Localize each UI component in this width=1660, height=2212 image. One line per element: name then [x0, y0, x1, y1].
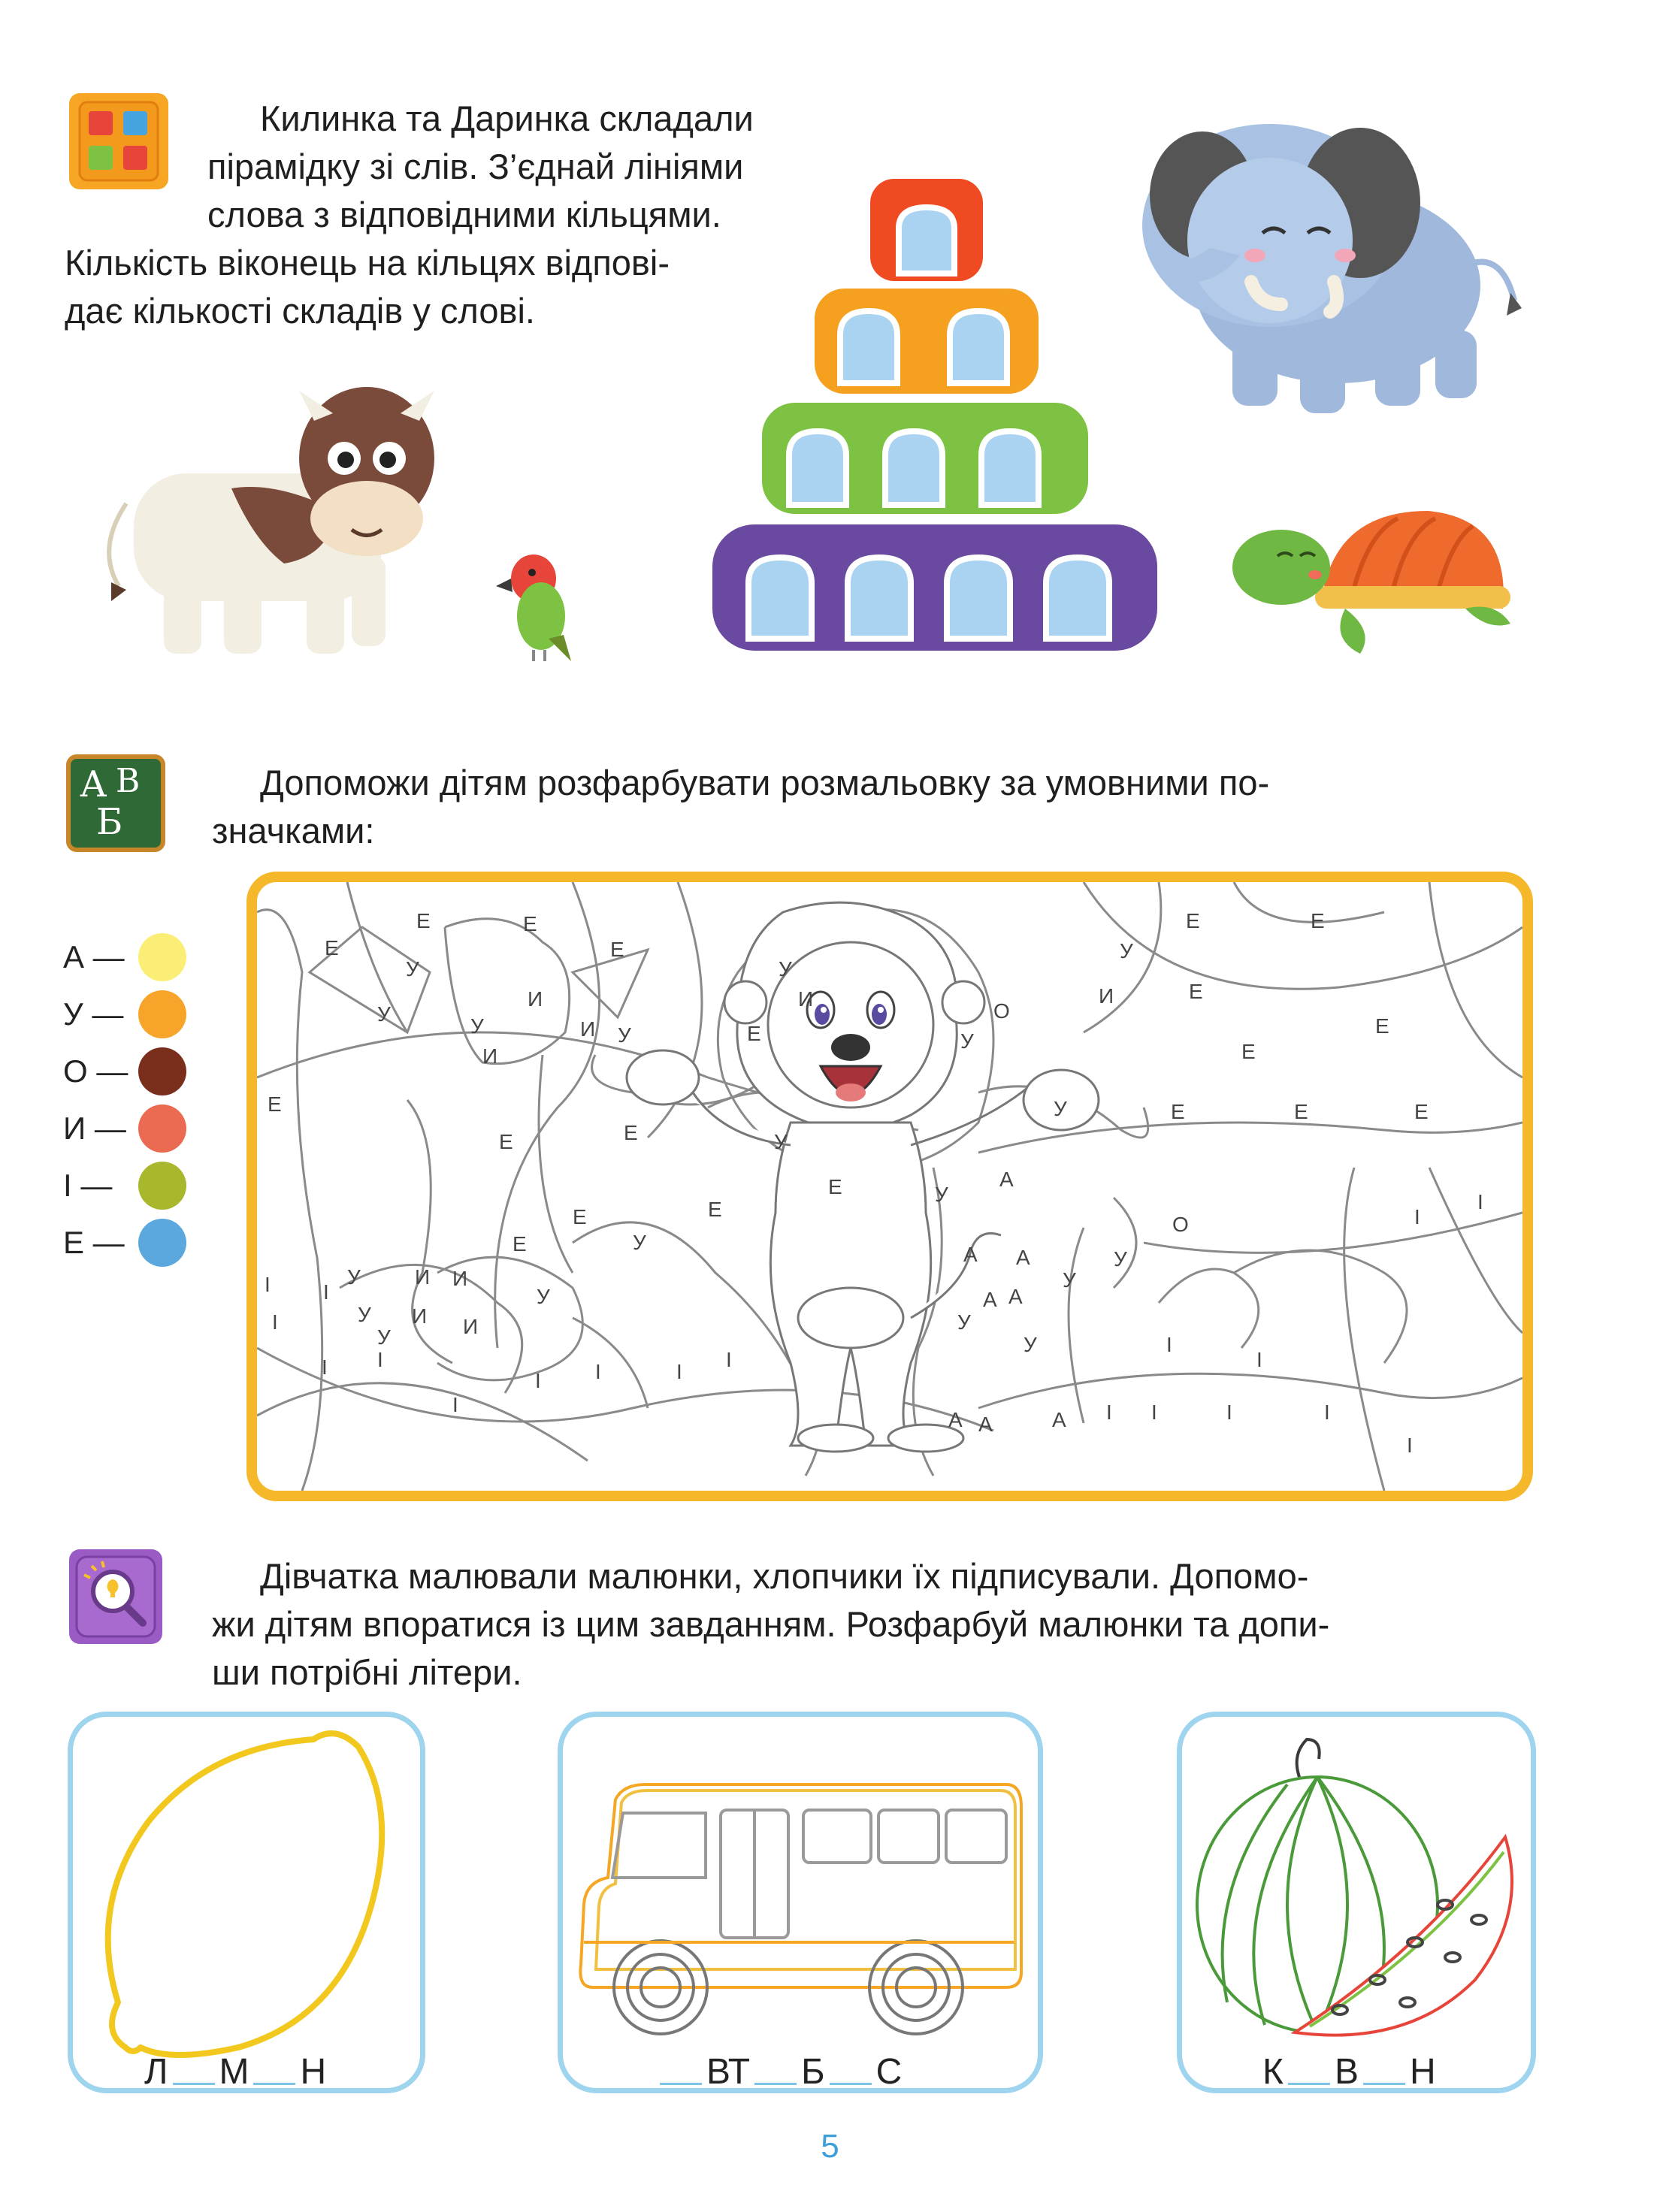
legend-dot: [138, 1104, 186, 1153]
ring-pyramid: [712, 161, 1171, 672]
coloring-letter: И: [482, 1044, 498, 1068]
coloring-letter: И: [415, 1265, 431, 1289]
coloring-letter: У: [779, 957, 792, 981]
word-part: М: [219, 2052, 249, 2092]
task2-text: [66, 759, 1528, 855]
legend-label: У —: [63, 996, 124, 1032]
icon-letter-a: А: [80, 763, 107, 805]
coloring-letter: І: [1151, 1401, 1157, 1424]
coloring-letter: И: [580, 1017, 596, 1041]
task1-line4: Кількість віконець на кільцях відпові-: [65, 243, 670, 283]
legend-row: [63, 933, 186, 981]
parrot-picture: [481, 526, 594, 669]
coloring-letter: У: [935, 1183, 948, 1206]
coloring-letter: У: [633, 1231, 646, 1254]
word-part: С: [875, 2052, 903, 2092]
coloring-letter: Е: [1241, 1040, 1256, 1063]
coloring-letter: Е: [610, 938, 624, 961]
legend-dot: [138, 1219, 186, 1267]
coloring-letter: И: [463, 1315, 479, 1338]
coloring-letter: А: [1052, 1408, 1066, 1431]
coloring-letter: А: [983, 1288, 997, 1311]
elephant-picture: [1120, 113, 1541, 428]
coloring-letter: І: [726, 1348, 732, 1371]
coloring-letter: У: [347, 1265, 361, 1289]
task1-line3: слова з відповідними кільцями.: [207, 195, 721, 234]
coloring-letter: И: [452, 1267, 468, 1290]
coloring-letter: И: [798, 987, 814, 1011]
ring-4: [712, 524, 1157, 651]
legend-row: [63, 1104, 186, 1153]
legend-label: І —: [63, 1168, 113, 1203]
coloring-letter: Е: [747, 1022, 761, 1045]
coloring-letter: І: [595, 1360, 601, 1383]
coloring-letter: Е: [573, 1205, 587, 1228]
legend-label: О —: [63, 1053, 129, 1089]
coloring-letter: Е: [828, 1175, 842, 1198]
coloring-letter: У: [774, 1130, 788, 1153]
word-part: Б: [801, 2052, 825, 2092]
coloring-letter: І: [1226, 1401, 1232, 1424]
coloring-letter: Е: [624, 1121, 638, 1144]
coloring-letter: І: [452, 1393, 458, 1416]
letter-blank[interactable]: [830, 2080, 872, 2085]
coloring-letter: У: [618, 1023, 631, 1047]
coloring-letter: А: [963, 1243, 978, 1266]
watermelon-card: [1177, 1712, 1536, 2093]
coloring-letter: У: [957, 1310, 971, 1334]
lemon-picture: [73, 1717, 420, 2088]
letter-blank[interactable]: [1288, 2080, 1330, 2085]
legend-row: [63, 990, 186, 1038]
coloring-letter: І: [1414, 1205, 1420, 1228]
coloring-letter: У: [537, 1285, 550, 1308]
task2-line2: значками:: [212, 811, 375, 851]
task3-text: [66, 1552, 1528, 1697]
turtle-picture: [1225, 496, 1525, 676]
task1-line2: пірамідку зі слів. З’єднай лініями: [207, 147, 744, 186]
word-part: ВТ: [706, 2052, 751, 2092]
coloring-letter: У: [358, 1303, 371, 1326]
legend-label: И —: [63, 1111, 126, 1146]
coloring-letter: У: [1120, 939, 1133, 962]
watermelon-picture: [1182, 1717, 1531, 2088]
coloring-letter: Е: [325, 936, 339, 959]
legend-dot: [138, 933, 186, 981]
bus-card: [558, 1712, 1043, 2093]
word-bus: [655, 2051, 902, 2093]
legend-label: А —: [63, 939, 125, 975]
coloring-letter: У: [1054, 1097, 1067, 1120]
coloring-letter: О: [993, 999, 1010, 1023]
coloring-letter: А: [999, 1168, 1014, 1191]
coloring-letter: Е: [268, 1092, 282, 1116]
letter-blank[interactable]: [253, 2080, 295, 2085]
legend-dot: [138, 990, 186, 1038]
coloring-letter: І: [676, 1360, 682, 1383]
page-number: 5: [821, 2128, 839, 2165]
task3-line2: жи дітям впоратися із цим завданням. Розфарбуй малюнки та допи-: [212, 1604, 1330, 1644]
icon-letter-b: Б: [96, 801, 123, 843]
word-watermelon: [1262, 2051, 1436, 2093]
ring-2: [815, 289, 1039, 394]
coloring-letter: Е: [1414, 1100, 1429, 1123]
word-part: В: [1334, 2052, 1359, 2092]
legend-label: Е —: [63, 1225, 125, 1260]
coloring-letter: У: [1024, 1333, 1037, 1356]
word-part: Н: [300, 2052, 327, 2092]
coloring-letter: Е: [499, 1130, 513, 1153]
coloring-frame: [246, 872, 1533, 1501]
coloring-letter: И: [412, 1304, 428, 1328]
legend-dot: [138, 1047, 186, 1095]
word-part: К: [1262, 2052, 1284, 2092]
coloring-letter: І: [272, 1310, 278, 1334]
letter-blank[interactable]: [173, 2080, 215, 2085]
ring-3: [762, 403, 1088, 514]
coloring-letter: У: [377, 1325, 391, 1349]
task1-line5: дає кількості складів у слові.: [65, 291, 535, 331]
task2-line1: Допоможи дітям розфарбувати розмальовку за умовними по-: [260, 763, 1270, 802]
coloring-letter: Е: [1171, 1100, 1185, 1123]
coloring-letter: А: [1016, 1246, 1030, 1269]
coloring-letter: У: [377, 1002, 391, 1026]
coloring-letter: І: [377, 1348, 383, 1371]
lemon-card: [68, 1712, 425, 2093]
coloring-letter: І: [1477, 1190, 1483, 1213]
icon-letter-v: В: [116, 762, 141, 800]
coloring-letter: У: [406, 957, 419, 981]
coloring-letter: Е: [513, 1232, 527, 1256]
coloring-letter: У: [960, 1029, 974, 1053]
coloring-letter: І: [535, 1369, 541, 1392]
coloring-letter: І: [1106, 1401, 1112, 1424]
ring-1: [870, 179, 983, 281]
coloring-letter: Е: [1186, 909, 1200, 932]
coloring-letter: І: [322, 1355, 328, 1379]
legend-row: [63, 1219, 186, 1267]
coloring-letter: І: [1324, 1401, 1330, 1424]
coloring-letters: [257, 882, 1522, 1491]
coloring-letter: А: [978, 1413, 993, 1436]
bus-picture: [563, 1717, 1038, 2088]
letter-blank[interactable]: [660, 2080, 702, 2085]
coloring-letter: А: [1008, 1285, 1023, 1308]
coloring-letter: І: [1256, 1348, 1262, 1371]
coloring-letter: Е: [1311, 909, 1325, 932]
word-lemon: [144, 2051, 326, 2093]
legend-row: [63, 1162, 186, 1210]
task1-line1: Килинка та Даринка складали: [260, 98, 754, 138]
coloring-letter: У: [1063, 1268, 1076, 1292]
letter-blank[interactable]: [1363, 2080, 1405, 2085]
coloring-letter: У: [1114, 1247, 1127, 1271]
task3-line3: ши потрібні літери.: [212, 1652, 522, 1692]
coloring-letter: Е: [708, 1198, 722, 1221]
coloring-letter: О: [1172, 1213, 1189, 1236]
coloring-letter: І: [265, 1273, 271, 1296]
coloring-letter: А: [948, 1408, 963, 1431]
word-part: Л: [144, 2052, 168, 2092]
task3-line1: Дівчатка малювали малюнки, хлопчики їх підписували. Допомо-: [260, 1556, 1309, 1596]
coloring-letter: У: [470, 1014, 484, 1038]
coloring-letter: И: [528, 987, 543, 1011]
letter-blank[interactable]: [754, 2080, 797, 2085]
coloring-letter: Е: [1375, 1014, 1389, 1038]
coloring-letter: Е: [523, 912, 537, 935]
coloring-letter: І: [1407, 1434, 1413, 1457]
coloring-letter: И: [1099, 984, 1114, 1008]
coloring-letter: І: [1166, 1333, 1172, 1356]
word-part: Н: [1409, 2052, 1436, 2092]
legend-row: [63, 1047, 186, 1095]
coloring-letter: Е: [1294, 1100, 1308, 1123]
coloring-letter: І: [323, 1280, 329, 1304]
coloring-letter: Е: [416, 909, 431, 932]
cow-picture: [81, 376, 479, 669]
legend-dot: [138, 1162, 186, 1210]
coloring-letter: Е: [1189, 980, 1203, 1003]
